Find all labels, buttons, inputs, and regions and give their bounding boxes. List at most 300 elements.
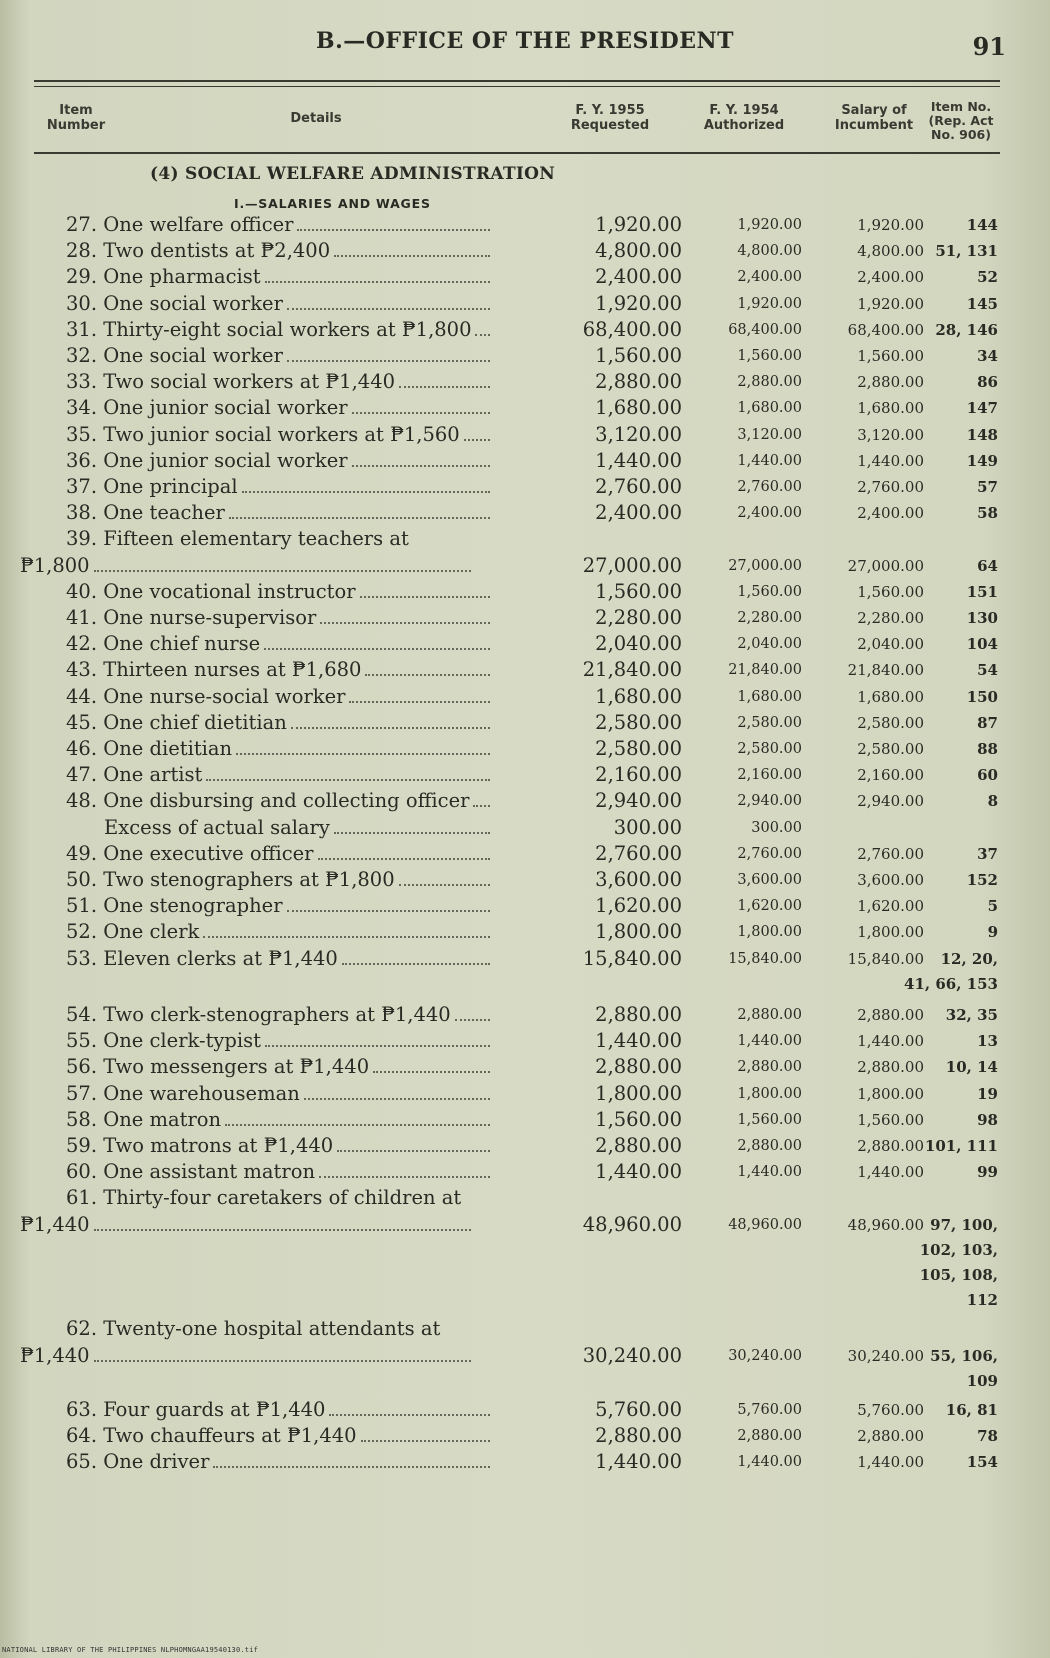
dot-leader <box>334 832 490 834</box>
fy1954-authorized: 2,160.00 <box>737 767 802 784</box>
salary-of-incumbent: 48,960.00 <box>847 1215 924 1234</box>
row-details-text: 30. One social worker <box>66 291 283 315</box>
table-row <box>0 422 1050 448</box>
dot-leader <box>94 1229 472 1231</box>
col-item-no: Item No. (Rep. Act No. 906) <box>928 99 994 142</box>
item-no: 152 <box>966 871 998 889</box>
salary-of-incumbent: 1,920.00 <box>857 294 924 313</box>
salary-of-incumbent: 2,400.00 <box>857 504 924 523</box>
table-row <box>0 1002 1050 1028</box>
fy1954-authorized: 300.00 <box>751 819 802 836</box>
row-details <box>66 369 518 395</box>
fy1955-requested: 1,560.00 <box>595 579 682 603</box>
table-row <box>0 317 1050 343</box>
fy1955-requested: 30,240.00 <box>582 1343 682 1367</box>
row-details <box>66 1002 518 1028</box>
fy1954-authorized: 2,280.00 <box>737 610 802 626</box>
fy1954-authorized: 2,400.00 <box>737 269 802 286</box>
row-details <box>66 736 518 762</box>
dot-leader <box>399 884 490 886</box>
table-row <box>0 631 1050 657</box>
table-row <box>0 1054 1050 1080</box>
table-row <box>0 946 1050 993</box>
row-details <box>66 1449 518 1475</box>
fy1955-requested: 300.00 <box>613 815 682 839</box>
salary-of-incumbent: 1,560.00 <box>857 582 924 601</box>
header-rule-thin <box>34 86 1000 87</box>
col-fy1955: F. Y. 1955 Requested <box>570 103 650 133</box>
row-details-text: 64. Two chauffeurs at ₱1,440 <box>66 1424 357 1448</box>
row-details <box>66 657 518 683</box>
row-details-text: 39. Fifteen elementary teachers at <box>66 527 409 551</box>
table-row <box>0 605 1050 631</box>
row-details <box>66 1397 518 1423</box>
row-details <box>66 684 518 710</box>
salary-of-incumbent: 1,560.00 <box>857 347 924 365</box>
item-no: 10, 14 <box>945 1058 998 1077</box>
fy1954-authorized: 1,920.00 <box>737 295 802 312</box>
dot-leader <box>287 360 490 362</box>
salary-of-incumbent: 1,920.00 <box>857 216 924 234</box>
row-details-text: 47. One artist <box>66 763 203 787</box>
row-details <box>66 893 518 919</box>
item-no: 37 <box>977 844 998 863</box>
row-details <box>66 500 518 526</box>
salary-of-incumbent: 2,940.00 <box>857 792 924 811</box>
fy1954-authorized: 1,440.00 <box>737 452 802 469</box>
table-row <box>0 762 1050 788</box>
row-details-text: 41. One nurse-supervisor <box>66 606 317 629</box>
fy1955-requested: 1,800.00 <box>595 920 682 944</box>
table-row <box>0 684 1050 710</box>
fy1954-authorized: 1,440.00 <box>737 1454 802 1471</box>
row-details-text: 37. One principal <box>66 475 238 498</box>
fy1955-requested: 1,440.00 <box>595 1029 682 1053</box>
dot-leader <box>399 386 490 388</box>
dot-leader <box>287 910 490 912</box>
item-no: 147 <box>966 399 998 418</box>
row-details-text: 50. Two stenographers at ₱1,800 <box>66 868 395 891</box>
item-no: 16, 81 <box>945 1401 998 1419</box>
fy1955-requested: 2,160.00 <box>595 763 682 787</box>
column-header-rule <box>34 152 1000 154</box>
fy1955-requested: 1,440.00 <box>595 1160 682 1184</box>
fy1955-requested: 3,120.00 <box>595 422 682 446</box>
item-no-cont: 102, 103, <box>919 1240 998 1259</box>
salary-of-incumbent: 1,440.00 <box>857 451 924 470</box>
row-details-text: 38. One teacher <box>66 501 225 525</box>
item-no: 54 <box>977 661 998 680</box>
table-row <box>0 1397 1050 1423</box>
item-no: 145 <box>966 294 998 313</box>
salary-of-incumbent: 2,880.00 <box>857 1058 924 1077</box>
table-row <box>0 1185 1050 1310</box>
item-no: 60 <box>977 766 998 785</box>
dot-leader <box>291 727 490 729</box>
fy1954-authorized: 1,680.00 <box>737 688 802 705</box>
col-details: Details <box>290 111 342 126</box>
row-details <box>66 631 518 657</box>
row-details <box>66 291 518 317</box>
item-no: 28, 146 <box>935 320 998 339</box>
item-no-cont: 41, 66, 153 <box>904 974 998 993</box>
item-no: 144 <box>966 216 998 234</box>
salary-of-incumbent: 1,680.00 <box>857 687 924 706</box>
row-details-text: 44. One nurse-social worker <box>66 684 346 708</box>
row-details-text: 31. Thirty-eight social workers at ₱1,800 <box>66 317 472 341</box>
fy1955-requested: 27,000.00 <box>582 553 682 577</box>
salary-of-incumbent: 15,840.00 <box>847 949 924 968</box>
dot-leader <box>352 465 490 467</box>
dot-leader <box>264 648 490 650</box>
fy1955-requested: 1,440.00 <box>595 1450 682 1474</box>
table-row <box>0 500 1050 526</box>
row-details-text: 45. One chief dietitian <box>66 710 287 734</box>
row-details <box>66 841 518 867</box>
dot-leader <box>213 1466 490 1468</box>
col-salary: Salary of Incumbent <box>834 103 914 133</box>
table-row <box>0 474 1050 500</box>
fy1954-authorized: 2,940.00 <box>737 793 802 810</box>
salary-of-incumbent: 2,040.00 <box>857 635 924 654</box>
dot-leader <box>242 491 490 493</box>
table-row <box>0 867 1050 893</box>
row-details <box>66 1054 518 1080</box>
row-details <box>66 317 518 343</box>
fy1955-requested: 2,880.00 <box>595 1134 682 1157</box>
row-details-text: 59. Two matrons at ₱1,440 <box>66 1134 334 1157</box>
item-no: 8 <box>987 792 998 811</box>
fy1954-authorized: 1,560.00 <box>737 348 802 364</box>
row-details-text: 33. Two social workers at ₱1,440 <box>66 370 396 394</box>
fy1954-authorized: 1,440.00 <box>737 1164 802 1181</box>
table-row <box>0 395 1050 421</box>
fy1954-authorized: 48,960.00 <box>728 1216 802 1233</box>
salary-of-incumbent: 2,760.00 <box>857 478 924 496</box>
item-no: 99 <box>977 1163 998 1182</box>
fy1954-authorized: 2,040.00 <box>737 636 802 653</box>
row-details-text: 56. Two messengers at ₱1,440 <box>66 1055 370 1079</box>
item-no: 5 <box>987 897 998 916</box>
salary-of-incumbent: 2,160.00 <box>857 766 924 785</box>
row-details <box>66 1159 518 1185</box>
table-row <box>0 579 1050 605</box>
salary-of-incumbent: 2,280.00 <box>857 609 924 627</box>
fy1954-authorized: 2,880.00 <box>737 1138 802 1154</box>
dot-leader <box>94 1360 472 1362</box>
row-details <box>66 526 518 552</box>
fy1955-requested: 5,760.00 <box>595 1398 682 1421</box>
row-details-text: 42. One chief nurse <box>66 632 261 656</box>
table-row <box>0 448 1050 474</box>
page-header-title: B.—OFFICE OF THE PRESIDENT <box>315 28 734 54</box>
row-details-text: Excess of actual salary <box>104 815 330 839</box>
table-row <box>0 710 1050 736</box>
fy1955-requested: 2,040.00 <box>595 632 682 656</box>
salary-of-incumbent: 4,800.00 <box>857 242 924 261</box>
fy1954-authorized: 4,800.00 <box>737 243 802 260</box>
row-details-text: 55. One clerk-typist <box>66 1029 261 1053</box>
row-details <box>66 264 518 290</box>
salary-of-incumbent: 1,440.00 <box>857 1163 924 1182</box>
row-details-text: 54. Two clerk-stenographers at ₱1,440 <box>66 1003 451 1026</box>
salary-of-incumbent: 1,560.00 <box>857 1110 924 1129</box>
dot-leader <box>337 1150 490 1152</box>
fy1955-requested: 1,620.00 <box>595 894 682 918</box>
item-no: 34 <box>977 347 998 365</box>
salary-of-incumbent: 27,000.00 <box>847 556 924 575</box>
table-row <box>0 212 1050 238</box>
dot-leader <box>265 1045 490 1047</box>
salary-of-incumbent: 21,840.00 <box>847 661 924 680</box>
fy1955-requested: 1,920.00 <box>595 291 682 315</box>
dot-leader <box>229 517 490 519</box>
item-no: 97, 100, <box>930 1215 998 1234</box>
section-title: (4) SOCIAL WELFARE ADMINISTRATION <box>150 164 556 184</box>
dot-leader <box>360 596 490 598</box>
fy1955-requested: 3,600.00 <box>595 868 682 891</box>
row-details-text: 36. One junior social worker <box>66 448 348 472</box>
row-details <box>66 605 518 631</box>
item-no: 51, 131 <box>935 242 998 261</box>
salary-of-incumbent: 1,800.00 <box>857 1084 924 1103</box>
dot-leader <box>318 858 490 860</box>
item-no: 57 <box>977 478 998 496</box>
table-row <box>0 815 1050 841</box>
fy1954-authorized: 1,800.00 <box>737 924 802 941</box>
scan-footer: NATIONAL LIBRARY OF THE PHILIPPINES NLPHOMNGAA19540130.tif <box>2 1646 259 1654</box>
fy1955-requested: 1,440.00 <box>595 448 682 472</box>
fy1954-authorized: 2,880.00 <box>737 1007 802 1023</box>
table-row <box>0 264 1050 290</box>
fy1954-authorized: 3,600.00 <box>737 872 802 888</box>
salary-of-incumbent: 2,880.00 <box>857 1427 924 1446</box>
dot-leader <box>361 1440 490 1442</box>
row-details <box>66 710 518 736</box>
table-row <box>0 788 1050 814</box>
salary-of-incumbent: 30,240.00 <box>847 1346 924 1365</box>
table-row <box>0 1316 1050 1390</box>
dot-leader <box>365 674 490 676</box>
item-no: 151 <box>966 582 998 601</box>
item-no: 64 <box>977 556 998 575</box>
dot-leader <box>320 622 490 624</box>
fy1955-requested: 2,580.00 <box>595 710 682 734</box>
row-details-text: 34. One junior social worker <box>66 396 348 420</box>
row-details-text: 57. One warehouseman <box>66 1081 300 1105</box>
row-details-text: 52. One clerk <box>66 920 200 944</box>
dot-leader <box>319 1176 490 1178</box>
salary-of-incumbent: 1,440.00 <box>857 1453 924 1472</box>
page-number: 91 <box>972 32 1006 61</box>
row-details-text: 27. One welfare officer <box>66 213 294 236</box>
row-details-cont-text: ₱1,440 <box>20 1343 90 1367</box>
row-details <box>66 762 518 788</box>
fy1955-requested: 21,840.00 <box>582 658 682 682</box>
fy1955-requested: 1,920.00 <box>595 213 682 236</box>
fy1955-requested: 4,800.00 <box>595 239 682 263</box>
fy1954-authorized: 15,840.00 <box>728 950 802 967</box>
fy1954-authorized: 1,440.00 <box>737 1033 802 1050</box>
table-row <box>0 369 1050 395</box>
fy1954-authorized: 2,400.00 <box>737 505 802 522</box>
fy1954-authorized: 27,000.00 <box>728 557 802 574</box>
fy1955-requested: 15,840.00 <box>582 946 682 970</box>
dot-leader <box>225 1124 490 1126</box>
row-details-text: 48. One disbursing and collecting officer <box>66 789 470 813</box>
fy1954-authorized: 1,560.00 <box>737 1111 802 1128</box>
row-details-text: 40. One vocational instructor <box>66 579 356 603</box>
fy1955-requested: 2,760.00 <box>595 475 682 498</box>
row-details-text: 63. Four guards at ₱1,440 <box>66 1398 326 1421</box>
dot-leader <box>329 1414 490 1416</box>
table-row <box>0 526 1050 577</box>
fy1954-authorized: 2,760.00 <box>737 845 802 862</box>
item-no: 55, 106, <box>930 1346 998 1365</box>
item-no: 86 <box>977 373 998 392</box>
fy1955-requested: 1,680.00 <box>595 396 682 420</box>
dot-leader <box>464 439 490 441</box>
subsection-title: I.—SALARIES AND WAGES <box>234 196 431 211</box>
fy1954-authorized: 2,760.00 <box>737 479 802 495</box>
table-row <box>0 343 1050 369</box>
fy1955-requested: 1,560.00 <box>595 344 682 367</box>
row-details <box>66 1185 518 1211</box>
salary-of-incumbent: 1,620.00 <box>857 897 924 916</box>
dot-leader <box>265 281 490 283</box>
table-row <box>0 736 1050 762</box>
row-details <box>66 1107 518 1133</box>
row-details <box>66 1081 518 1107</box>
salary-of-incumbent: 1,440.00 <box>857 1032 924 1051</box>
row-details <box>66 422 518 448</box>
fy1954-authorized: 21,840.00 <box>728 662 802 679</box>
fy1954-authorized: 2,880.00 <box>737 374 802 391</box>
item-no: 150 <box>966 687 998 706</box>
fy1954-authorized: 1,920.00 <box>737 217 802 233</box>
fy1955-requested: 2,880.00 <box>595 1424 682 1448</box>
row-details <box>66 343 518 369</box>
dot-leader <box>473 805 490 807</box>
dot-leader <box>455 1019 490 1021</box>
salary-of-incumbent: 2,880.00 <box>857 1137 924 1155</box>
row-details <box>66 1423 518 1449</box>
fy1955-requested: 2,940.00 <box>595 789 682 813</box>
dot-leader <box>94 570 472 572</box>
row-details <box>66 212 518 238</box>
fy1954-authorized: 2,580.00 <box>737 741 802 757</box>
dot-leader <box>349 701 490 703</box>
row-details-cont-text: ₱1,440 <box>20 1212 90 1236</box>
item-no: 104 <box>966 635 998 654</box>
item-no: 19 <box>977 1084 998 1103</box>
fy1954-authorized: 2,880.00 <box>737 1059 802 1076</box>
row-details <box>66 1316 518 1342</box>
item-no: 78 <box>977 1427 998 1446</box>
table-row <box>0 1107 1050 1133</box>
item-no: 149 <box>966 451 998 470</box>
item-no-cont: 109 <box>966 1371 998 1390</box>
row-details-text: 53. Eleven clerks at ₱1,440 <box>66 946 338 970</box>
salary-of-incumbent: 1,800.00 <box>857 923 924 942</box>
table-row <box>0 1133 1050 1159</box>
salary-of-incumbent: 1,680.00 <box>857 399 924 418</box>
dot-leader <box>373 1071 490 1073</box>
salary-of-incumbent: 2,400.00 <box>857 268 924 287</box>
salary-of-incumbent: 3,120.00 <box>857 425 924 444</box>
item-no: 148 <box>966 425 998 444</box>
table-row <box>0 919 1050 945</box>
fy1955-requested: 2,400.00 <box>595 265 682 289</box>
table-row <box>0 1449 1050 1475</box>
row-details-text: 49. One executive officer <box>66 841 314 865</box>
dot-leader <box>206 779 490 781</box>
row-details-text: 65. One driver <box>66 1450 210 1474</box>
fy1954-authorized: 1,560.00 <box>737 583 802 600</box>
row-details <box>66 919 518 945</box>
item-no: 98 <box>977 1110 998 1129</box>
row-details-text: 32. One social worker <box>66 344 283 367</box>
fy1955-requested: 2,880.00 <box>595 1055 682 1079</box>
dot-leader <box>203 936 490 938</box>
item-no: 12, 20, <box>940 949 998 968</box>
dot-leader <box>352 412 490 414</box>
fy1954-authorized: 1,620.00 <box>737 898 802 915</box>
item-no: 13 <box>977 1032 998 1051</box>
item-no: 130 <box>966 609 998 627</box>
fy1954-authorized: 1,680.00 <box>737 400 802 417</box>
row-details <box>66 946 518 972</box>
fy1954-authorized: 1,800.00 <box>737 1085 802 1102</box>
table-row <box>0 841 1050 867</box>
salary-of-incumbent: 2,880.00 <box>857 1006 924 1024</box>
salary-of-incumbent: 2,580.00 <box>857 713 924 732</box>
fy1955-requested: 2,880.00 <box>595 370 682 394</box>
table-row <box>0 1028 1050 1054</box>
table-row <box>0 1081 1050 1107</box>
row-details-text: 46. One dietitian <box>66 737 233 760</box>
fy1954-authorized: 30,240.00 <box>728 1347 802 1364</box>
row-details <box>66 788 518 814</box>
row-details-text: 29. One pharmacist <box>66 265 261 289</box>
salary-of-incumbent: 3,600.00 <box>857 871 924 889</box>
row-details-text: 61. Thirty-four caretakers of children at <box>66 1186 462 1210</box>
fy1954-authorized: 2,880.00 <box>737 1428 802 1445</box>
table-row <box>0 1423 1050 1449</box>
salary-of-incumbent: 5,760.00 <box>857 1401 924 1419</box>
fy1955-requested: 2,760.00 <box>595 841 682 865</box>
item-no: 101, 111 <box>924 1137 998 1155</box>
row-details-cont <box>20 553 472 579</box>
item-no: 32, 35 <box>945 1006 998 1024</box>
fy1955-requested: 1,560.00 <box>595 1107 682 1131</box>
fy1954-authorized: 5,760.00 <box>737 1402 802 1418</box>
table-row <box>0 1159 1050 1185</box>
fy1955-requested: 2,280.00 <box>595 606 682 629</box>
col-fy1954: F. Y. 1954 Authorized <box>703 103 785 133</box>
row-details-cont <box>20 1212 472 1238</box>
row-details-text: 60. One assistant matron <box>66 1160 316 1184</box>
salary-of-incumbent: 2,760.00 <box>857 844 924 863</box>
row-details <box>66 474 518 500</box>
salary-of-incumbent: 2,580.00 <box>857 740 924 758</box>
row-details-text: 35. Two junior social workers at ₱1,560 <box>66 422 460 446</box>
col-item-number: Item Number <box>46 103 106 133</box>
header-rule <box>34 80 1000 82</box>
fy1955-requested: 2,880.00 <box>595 1003 682 1026</box>
row-details <box>66 579 518 605</box>
fy1954-authorized: 3,120.00 <box>737 426 802 443</box>
